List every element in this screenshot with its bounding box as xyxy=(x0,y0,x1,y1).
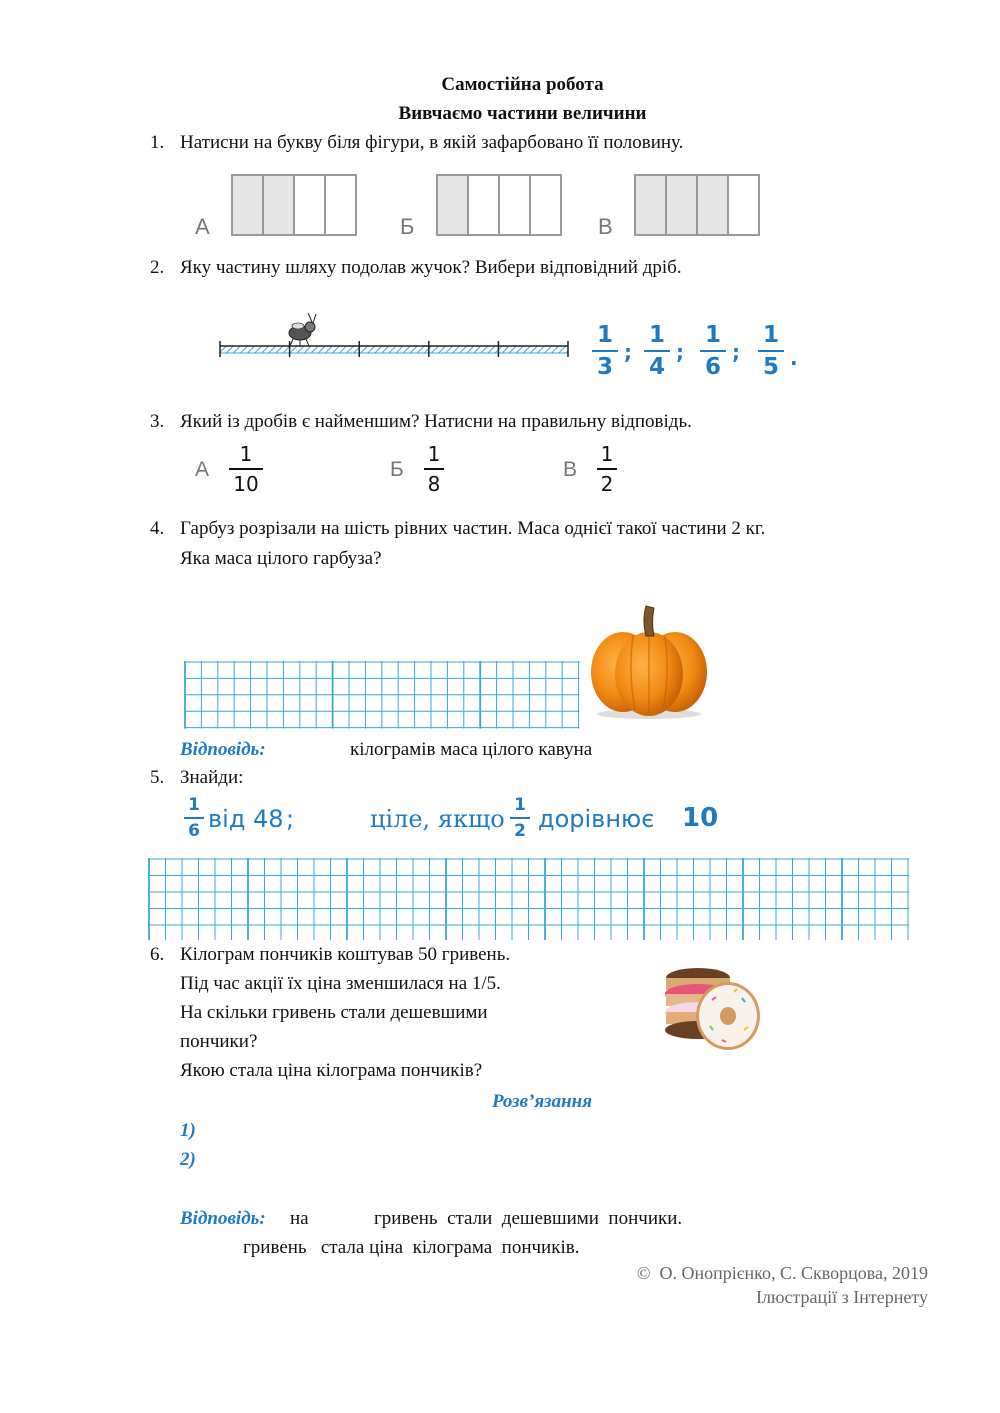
q4-answer-text: кілограмів маса цілого кавуна xyxy=(350,739,593,760)
question-5 xyxy=(150,767,243,789)
fraction-separator: ; xyxy=(624,340,632,364)
page-subtitle: Вивчаємо частини величини xyxy=(398,103,647,124)
numerator: 1 xyxy=(762,322,779,348)
numerator: 1 xyxy=(514,795,526,815)
question-6 xyxy=(150,944,510,966)
option-3[interactable] xyxy=(563,440,673,502)
fraction-separator: ; xyxy=(732,340,740,364)
option-1[interactable] xyxy=(195,172,375,242)
question-line: Кілограм пончиків коштував 50 гривень. xyxy=(180,944,511,965)
numerator: 1 xyxy=(704,322,721,348)
figure-cell xyxy=(324,174,357,236)
figure-cell xyxy=(634,174,667,236)
option-3[interactable] xyxy=(598,172,778,242)
task-2-prefix: ціле, якщо xyxy=(370,805,505,833)
denominator: 6 xyxy=(704,354,721,380)
option-letter[interactable]: Б xyxy=(400,214,415,239)
answer-part-a: на xyxy=(290,1208,309,1229)
copyright: © О. Онопрієнко, С. Скворцова, 2019 xyxy=(636,1263,928,1283)
figure-cell xyxy=(727,174,760,236)
figure-cell xyxy=(436,174,469,236)
question-text: Натисни на букву біля фігури, в якій зафарбовано її половину. xyxy=(180,132,684,153)
figure-cell xyxy=(467,174,500,236)
fraction-1-8[interactable] xyxy=(424,442,444,496)
question-line: Під час акції їх ціна зменшилася на 1/5. xyxy=(180,973,501,994)
question-text: Яку частину шляху подолав жучок? Вибери відповідний дріб. xyxy=(180,257,682,278)
figure-cell xyxy=(231,174,264,236)
figure-cell xyxy=(498,174,531,236)
fraction-option-6[interactable] xyxy=(700,322,726,380)
option-2[interactable] xyxy=(390,440,500,502)
solution-step-2: 2) xyxy=(180,1149,196,1170)
question-line: Якою стала ціна кілограма пончиків? xyxy=(180,1060,483,1081)
answer-grid-2 xyxy=(148,858,918,940)
answer-part-c: гривень стала ціна кілограма пончиків. xyxy=(243,1237,580,1258)
denominator: 4 xyxy=(648,354,665,380)
figure-cell xyxy=(529,174,562,236)
figure-cell xyxy=(665,174,698,236)
fraction-separator: ; xyxy=(676,340,684,364)
bug-icon xyxy=(289,313,316,347)
option-2[interactable] xyxy=(400,172,580,242)
option-letter[interactable]: А xyxy=(195,214,210,239)
question-line: На скільки гривень стали дешевшими xyxy=(180,1002,488,1023)
question-3 xyxy=(150,411,692,433)
question-2 xyxy=(150,257,682,279)
denominator: 10 xyxy=(233,472,259,496)
q4-answer xyxy=(180,739,266,761)
option-letter[interactable]: В xyxy=(598,214,613,239)
figure-cell xyxy=(262,174,295,236)
numerator: 1 xyxy=(239,442,253,466)
fraction-1-2 xyxy=(510,795,530,841)
question-text: Який із дробів є найменшим? Натисни на правильну відповідь. xyxy=(180,411,692,432)
question-line: пончики? xyxy=(180,1031,258,1052)
path-track xyxy=(210,305,580,365)
denominator: 8 xyxy=(427,472,441,496)
fraction-option-4[interactable] xyxy=(644,322,670,380)
answer-label: Відповідь: xyxy=(180,1208,266,1229)
numerator: 1 xyxy=(596,322,613,348)
page-title: Самостійна робота xyxy=(441,74,604,95)
q5-tasks xyxy=(184,793,744,853)
question-4 xyxy=(150,518,765,540)
pumpkin-image xyxy=(588,602,710,720)
denominator: 2 xyxy=(514,821,526,841)
numerator: 1 xyxy=(427,442,441,466)
figure-cell xyxy=(293,174,326,236)
question-number: 6. xyxy=(150,944,165,965)
question-number: 2. xyxy=(150,257,165,278)
numerator: 1 xyxy=(188,795,200,815)
question-number: 1. xyxy=(150,132,165,153)
fraction-1-10[interactable] xyxy=(229,442,263,496)
question-number: 5. xyxy=(150,767,165,788)
option-letter[interactable]: В xyxy=(563,458,578,481)
option-letter[interactable]: А xyxy=(195,458,210,481)
question-number: 3. xyxy=(150,411,165,432)
question-number: 4. xyxy=(150,518,165,539)
denominator: 2 xyxy=(600,472,614,496)
fraction-separator: . xyxy=(790,346,798,370)
credits: Ілюстрації з Інтернету xyxy=(756,1287,928,1307)
donuts-image xyxy=(662,964,764,1054)
solution-label: Розв’язання xyxy=(492,1091,592,1112)
answer-part-b: гривень стали дешевшими пончики. xyxy=(374,1208,683,1229)
denominator: 6 xyxy=(188,821,200,841)
task-2-text: дорівнює xyxy=(538,805,655,833)
task-1-sep: ; xyxy=(286,805,295,833)
option-1[interactable] xyxy=(195,440,305,502)
question-4-line2: Яка маса цілого гарбуза? xyxy=(180,548,382,569)
question-text: Гарбуз розрізали на шість рівних частин. Маса однієї такої частини 2 кг. xyxy=(180,518,766,539)
fraction-1-6 xyxy=(184,795,204,841)
fraction-option-3[interactable] xyxy=(592,322,618,380)
numerator: 1 xyxy=(648,322,665,348)
task-1-text: від 48 xyxy=(208,805,284,833)
option-letter[interactable]: Б xyxy=(390,458,404,481)
fraction-1-2[interactable] xyxy=(597,442,617,496)
q1-options xyxy=(0,172,1000,242)
numerator: 1 xyxy=(600,442,614,466)
fraction-option-5[interactable] xyxy=(758,322,784,380)
figure-cell xyxy=(696,174,729,236)
question-1 xyxy=(150,132,683,154)
answer-label: Відповідь: xyxy=(180,739,266,760)
fraction-choices xyxy=(592,322,822,382)
solution-step-1: 1) xyxy=(180,1120,196,1141)
denominator: 3 xyxy=(596,354,613,380)
question-text: Знайди: xyxy=(180,767,244,788)
denominator: 5 xyxy=(762,354,779,380)
track-bar xyxy=(220,346,568,353)
task-2-value: 10 xyxy=(682,803,719,833)
answer-grid-1 xyxy=(184,661,580,733)
q3-options xyxy=(0,440,1000,505)
